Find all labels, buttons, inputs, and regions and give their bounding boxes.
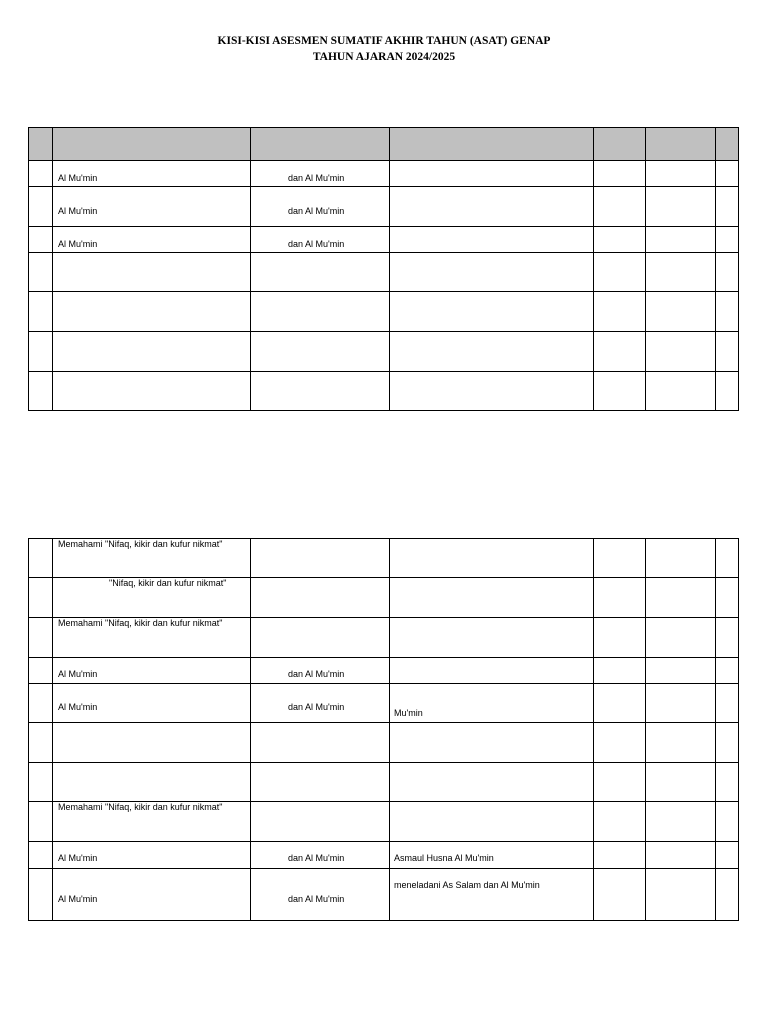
table-cell: [29, 253, 53, 292]
competency-text: Al Mu'min: [58, 853, 98, 863]
table-cell: [251, 372, 390, 411]
table-cell: [594, 802, 646, 842]
table-cell: [716, 658, 739, 684]
table-row: [29, 292, 739, 332]
table-cell: [53, 539, 251, 578]
table-cell: [53, 332, 251, 372]
table-cell: [646, 684, 716, 723]
table-cell: [251, 253, 390, 292]
indicator-text: meneladani As Salam dan Al Mu'min: [394, 880, 540, 890]
header-cell: [390, 128, 594, 161]
material-text: dan Al Mu'min: [288, 853, 345, 863]
competency-text: "Nifaq, kikir dan kufur nikmat": [109, 578, 227, 588]
table-cell: [53, 372, 251, 411]
table-cell: [390, 658, 594, 684]
table-cell: [53, 684, 251, 723]
table-header-row: [29, 128, 739, 161]
table-cell: [716, 187, 739, 227]
table-cell: [29, 723, 53, 763]
material-text: dan Al Mu'min: [288, 669, 345, 679]
table-cell: [716, 723, 739, 763]
table-cell: [390, 253, 594, 292]
table-cell: [646, 253, 716, 292]
material-text: dan Al Mu'min: [288, 206, 345, 216]
material-text: dan Al Mu'min: [288, 173, 345, 183]
table-cell: [646, 332, 716, 372]
table-cell: [716, 763, 739, 802]
table-row: [29, 539, 739, 578]
table-cell: [53, 763, 251, 802]
table-cell: [251, 578, 390, 618]
table-cell: [646, 539, 716, 578]
table-cell: [646, 578, 716, 618]
indicator-text: Asmaul Husna Al Mu'min: [394, 853, 494, 863]
table-cell: [390, 227, 594, 253]
table-cell: [29, 161, 53, 187]
table-cell: [646, 658, 716, 684]
competency-text: Memahami "Nifaq, kikir dan kufur nikmat": [58, 539, 223, 549]
table-cell: [251, 161, 390, 187]
competency-text: Memahami "Nifaq, kikir dan kufur nikmat": [58, 618, 223, 628]
table-cell: [390, 187, 594, 227]
table-cell: [594, 187, 646, 227]
table-cell: [29, 372, 53, 411]
table-cell: [716, 253, 739, 292]
header-cell: [716, 128, 739, 161]
table-cell: [716, 161, 739, 187]
header-cell: [251, 128, 390, 161]
header-cell: [53, 128, 251, 161]
table-cell: [251, 658, 390, 684]
table-row: [29, 802, 739, 842]
indicator-text: [390, 187, 593, 206]
table-cell: [29, 578, 53, 618]
table-cell: [53, 578, 251, 618]
table-cell: [251, 684, 390, 723]
table-row: [29, 684, 739, 723]
header-cell: [594, 128, 646, 161]
table-cell: [29, 227, 53, 253]
table-cell: [716, 332, 739, 372]
table-cell: [646, 869, 716, 921]
table-cell: [594, 723, 646, 763]
table-cell: [251, 187, 390, 227]
table-cell: [29, 618, 53, 658]
competency-text: Memahami "Nifaq, kikir dan kufur nikmat": [58, 802, 223, 812]
table-row: [29, 842, 739, 869]
table-cell: [716, 227, 739, 253]
table-cell: [646, 763, 716, 802]
table-cell: [390, 723, 594, 763]
table-cell: [594, 292, 646, 332]
table-cell: [251, 842, 390, 869]
table-cell: [53, 842, 251, 869]
table-cell: [53, 187, 251, 227]
table-row: [29, 869, 739, 921]
competency-text: Al Mu'min: [58, 894, 98, 904]
table-cell: [646, 187, 716, 227]
table-cell: [29, 292, 53, 332]
table-cell: [594, 578, 646, 618]
competency-text: Al Mu'min: [58, 669, 98, 679]
table-cell: [53, 227, 251, 253]
table-cell: [29, 332, 53, 372]
table-row: [29, 578, 739, 618]
table-cell: [716, 372, 739, 411]
table-cell: [594, 763, 646, 802]
table-cell: [594, 539, 646, 578]
table-row: [29, 332, 739, 372]
document-subtitle: TAHUN AJARAN 2024/2025: [312, 51, 456, 63]
table-cell: [251, 723, 390, 763]
material-text: dan Al Mu'min: [288, 239, 345, 249]
indicator-text: [390, 227, 593, 239]
table-cell: [594, 842, 646, 869]
table-cell: [390, 578, 594, 618]
competency-text: Al Mu'min: [58, 206, 98, 216]
table-cell: [29, 539, 53, 578]
table-cell: [251, 618, 390, 658]
table-cell: [646, 227, 716, 253]
table-cell: [390, 842, 594, 869]
table-cell: [390, 684, 594, 723]
table-row: [29, 618, 739, 658]
table-row: [29, 161, 739, 187]
table-row: [29, 723, 739, 763]
table-cell: [390, 539, 594, 578]
table-cell: [29, 842, 53, 869]
table-cell: [716, 684, 739, 723]
table-cell: [646, 161, 716, 187]
table-cell: [390, 618, 594, 658]
table-cell: [251, 332, 390, 372]
table-cell: [594, 658, 646, 684]
table-cell: [53, 723, 251, 763]
table-cell: [594, 869, 646, 921]
table-cell: [29, 658, 53, 684]
table-row: [29, 187, 739, 227]
table-cell: [29, 802, 53, 842]
table-cell: [716, 802, 739, 842]
material-text: dan Al Mu'min: [288, 702, 345, 712]
table-cell: [390, 763, 594, 802]
table-cell: [646, 292, 716, 332]
table-cell: [594, 684, 646, 723]
competency-text: Al Mu'min: [58, 173, 98, 183]
table-cell: [594, 227, 646, 253]
table-cell: [390, 869, 594, 921]
table-cell: [594, 332, 646, 372]
competency-text: Al Mu'min: [58, 702, 98, 712]
table-row: [29, 253, 739, 292]
material-text: dan Al Mu'min: [288, 894, 345, 904]
header-cell: [29, 128, 53, 161]
table-cell: [251, 227, 390, 253]
table-cell: [646, 723, 716, 763]
table-cell: [29, 869, 53, 921]
table-cell: [251, 869, 390, 921]
table-cell: [251, 763, 390, 802]
table-cell: [594, 372, 646, 411]
table-row: [29, 227, 739, 253]
table-row: [29, 658, 739, 684]
table-cell: [251, 292, 390, 332]
table-cell: [53, 618, 251, 658]
table-cell: [53, 802, 251, 842]
table-cell: [390, 161, 594, 187]
table-cell: [594, 161, 646, 187]
table-cell: [29, 187, 53, 227]
table-cell: [251, 539, 390, 578]
table-cell: [646, 842, 716, 869]
table-cell: [251, 802, 390, 842]
table-cell: [594, 253, 646, 292]
indicator-text: [390, 161, 593, 173]
table-cell: [390, 372, 594, 411]
table-cell: [594, 618, 646, 658]
table-cell: [646, 618, 716, 658]
table-cell: [29, 763, 53, 802]
table-cell: [29, 684, 53, 723]
table-cell: [53, 658, 251, 684]
document-title: KISI-KISI ASESMEN SUMATIF AKHIR TAHUN (ASAT) GENAP: [217, 35, 551, 47]
table-cell: [716, 842, 739, 869]
table-cell: [53, 161, 251, 187]
table-cell: [646, 802, 716, 842]
table-cell: [53, 869, 251, 921]
header-cell: [646, 128, 716, 161]
table-cell: [716, 292, 739, 332]
table-row: [29, 763, 739, 802]
table-cell: [716, 578, 739, 618]
table-cell: [646, 372, 716, 411]
kisi-kisi-table-1: [28, 127, 739, 411]
table-cell: [716, 869, 739, 921]
table-cell: [716, 618, 739, 658]
indicator-text: Mu'min: [394, 708, 423, 718]
table-cell: [390, 802, 594, 842]
kisi-kisi-table-2: [28, 538, 739, 921]
table-cell: [390, 332, 594, 372]
table-row: [29, 372, 739, 411]
table-cell: [390, 292, 594, 332]
table-cell: [716, 539, 739, 578]
table-cell: [53, 292, 251, 332]
table-cell: [53, 253, 251, 292]
competency-text: Al Mu'min: [58, 239, 98, 249]
